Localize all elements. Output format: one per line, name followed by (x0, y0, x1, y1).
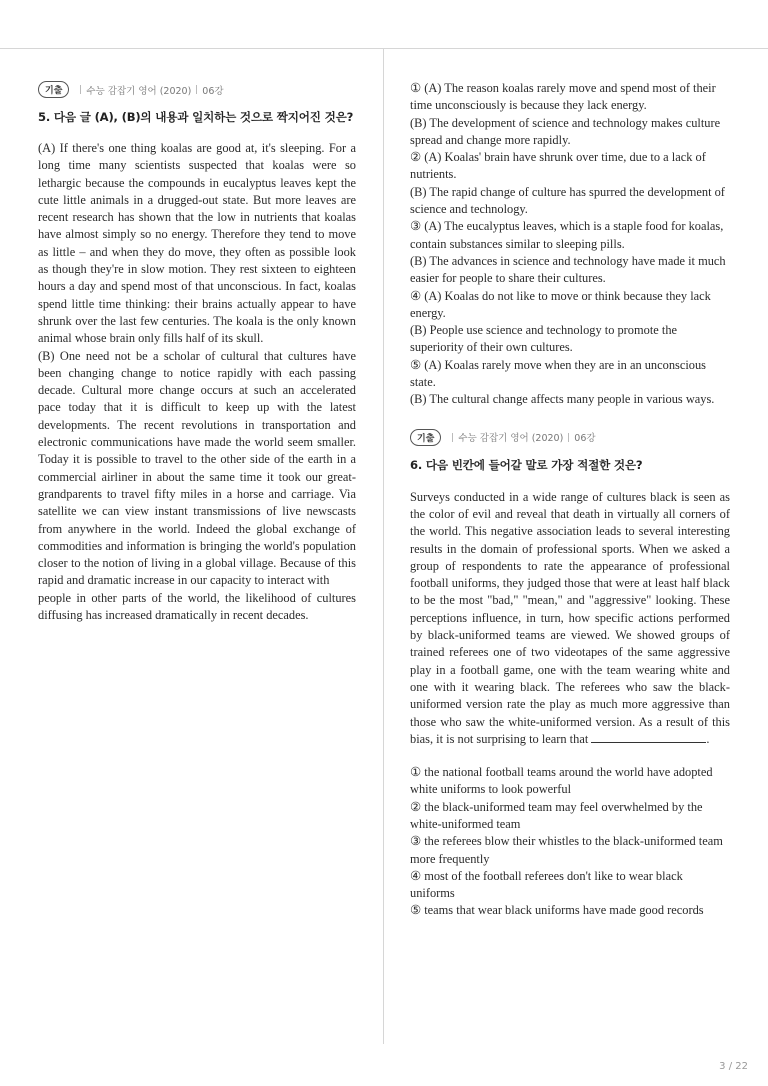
q5-option-5b: (B) The cultural change affects many people in various ways. (410, 392, 715, 407)
q6-passage (410, 489, 730, 748)
q6-title: 6. 다음 빈칸에 들어갈 말로 가장 적절한 것은? (410, 457, 643, 472)
q5-option-1a[interactable]: ① (A) The reason koalas rarely move and spend most of their time unconsciously is because they lack energy. (410, 81, 716, 113)
q5-tag: 기출 (38, 81, 69, 98)
q6-choice-5[interactable]: ⑤ teams that wear black uniforms have made good records (410, 903, 704, 918)
q5-option-1b: (B) The development of science and technology makes culture spread and change more rapidly. (410, 115, 721, 147)
q5-option-3a[interactable]: ③ (A) The eucalyptus leaves, which is a staple food for koalas, contain substances similar to sleeping pills. (410, 219, 724, 251)
page-number: 3 / 22 (719, 1061, 748, 1072)
q5-option-3b: (B) The advances in science and technology have made it much easier for people to share their cultures. (410, 253, 726, 286)
q5-passage-b: (B) One need not be a scholar of cultural that cultures have been changing change to notice rapidly with each passing decade. Cultural more change occurs at such an accelerated pace today that it is difficult to keep up with the latest developments. The recent revolutions in transportation and electronic communications have made the world seem smaller. Today it is possible to travel to the other side of the earth in a commercial airliner in about the same time it took our great-grandparents to travel fifty miles in a horse and carriage. Via satellite we can view instant transmissions of live newscasts from anywhere in the world. Indeed the global exchange of commodities and information is bringing the world's population closer to the notion of living in a global village. Because of this rapid and dramatic increase in our capacity to interact with (38, 348, 356, 588)
q5-passage-b-end: people in other parts of the world, the likelihood of cultures diffusing has increased dramatically in recent decades. (38, 590, 356, 623)
q6-passage-end: . (706, 731, 710, 746)
header-rule (0, 48, 768, 49)
q6-choice-2[interactable]: ② the black-uniformed team may feel overwhelmed by the white-uniformed team (410, 799, 703, 831)
meta-separator (196, 85, 197, 94)
q6-choice-3[interactable]: ③ the referees blow their whistles to the black-uniformed team more frequently (410, 834, 723, 866)
q6-source: 수능 감잡기 영어 (2020) (458, 433, 564, 445)
meta-separator (452, 433, 453, 442)
q5-option-5a[interactable]: ⑤ (A) Koalas rarely move when they are in an unconscious state. (410, 357, 706, 390)
q6-choices (410, 764, 730, 920)
q5-option-4a[interactable]: ④ (A) Koalas do not like to move or think because they lack energy. (410, 288, 711, 320)
q5-source: 수능 감잡기 영어 (2020) (86, 85, 192, 97)
q5-option-2b: (B) The rapid change of culture has spurred the development of science and technology. (410, 184, 725, 217)
column-divider (383, 48, 384, 1044)
answer-blank (591, 732, 706, 743)
q5-lesson: 06강 (202, 85, 224, 97)
q6-meta (410, 429, 730, 446)
q5-passage-a: (A) If there's one thing koalas are good at, it's sleeping. For a long time many scientists suspected that koalas were so lethargic because the compounds in eucalyptus leaves kept the cute little animals in a drugged-out state. But more leaves are recent research has shown that the low in nutrients that koalas have almost simply so no energy. Therefore they tend to move as little – and when they do move, they often as possible look as though they're in slow motion. They rest sixteen to eighteen hours a day and spend most of that unconscious. In fact, koalas spend little time thinking: their brains actually appear to have shrunk over the last few centuries. The koala is the only known animal whose brain only fills half of its skull. (38, 141, 356, 346)
q6-tag: 기출 (410, 429, 441, 446)
q6-choice-1[interactable]: ① the national football teams around the world have adopted white uniforms to look powerful (410, 765, 713, 797)
q5-title: 5. 다음 글 (A), (B)의 내용과 일치하는 것으로 짝지어진 것은? (38, 110, 354, 124)
q6-lesson: 06강 (574, 433, 596, 445)
meta-separator (568, 433, 569, 442)
q5-option-4b: (B) People use science and technology to promote the superiority of their own cultures. (410, 323, 678, 355)
q5-options (410, 80, 730, 409)
q5-option-2a[interactable]: ② (A) Koalas' brain have shrunk over time, due to a lack of nutrients. (410, 150, 706, 182)
q6-passage-text: Surveys conducted in a wide range of cultures black is seen as the color of evil and reveal that death in virtually all corners of the world. This negative association leads to several interesting results in the domain of professional sports. When we asked a group of respondents to rate the appearance of professional football uniforms, they judged those that were at least half black to be the most "bad," "mean," and "aggressive" looking. These perceptions influence, in turn, how specific actions performed by black-uniformed teams are viewed. We showed groups of trained referees one of two videotapes of the same aggressive play in a football game, one with the team wearing white and one with it wearing black. The referees who saw the black-uniformed version rate the play as much more aggressive than those who saw the white-uniformed version. As a result of this bias, it is not surprising to learn that (410, 489, 730, 746)
meta-separator (80, 85, 81, 94)
q5-meta (38, 81, 356, 98)
q5-passage (38, 140, 356, 624)
q6-choice-4[interactable]: ④ most of the football referees don't like to wear black uniforms (410, 868, 683, 901)
left-column (38, 78, 356, 624)
right-column (410, 80, 730, 920)
